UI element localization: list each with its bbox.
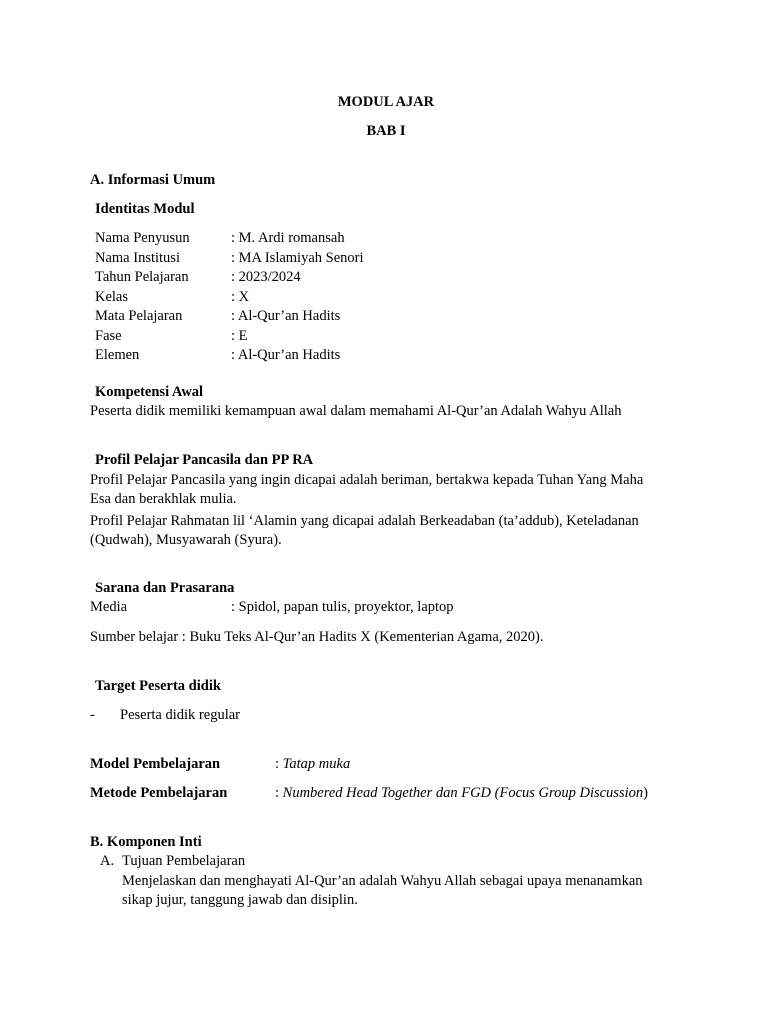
identitas-value: : X [231, 288, 250, 305]
identitas-value: : E [231, 327, 248, 344]
identitas-label: Nama Penyusun [95, 230, 190, 246]
model-colon: : [275, 756, 283, 772]
target-bullet: - [90, 707, 95, 723]
tujuan-marker: A. [100, 853, 115, 869]
identitas-label: Nama Institusi [95, 249, 180, 266]
profil-rahmatan-line2: (Qudwah), Musyawarah (Syura). [90, 532, 282, 548]
metode-close: ) [643, 785, 648, 801]
profil-rahmatan-line1: Profil Pelajar Rahmatan lil ‘Alamin yang dicapai adalah Berkeadaban (ta’addub), Keteladanan [90, 513, 639, 529]
identitas-label: Kelas [95, 288, 129, 305]
identitas-row-mapel [95, 307, 495, 327]
media-value: : Spidol, papan tulis, proyektor, laptop [231, 599, 454, 615]
sarana-heading: Sarana dan Prasarana [95, 580, 235, 596]
identitas-row-penyusun [95, 229, 495, 249]
identitas-row-tahun [95, 268, 495, 288]
tujuan-line1: Menjelaskan dan menghayati Al-Qur’an adalah Wahyu Allah sebagai upaya menanamkan [122, 873, 643, 889]
section-a-heading: A. Informasi Umum [90, 172, 216, 188]
identitas-label: Tahun Pelajaran [95, 269, 189, 285]
identitas-modul-heading: Identitas Modul [95, 201, 195, 217]
document-subtitle: BAB I [366, 123, 406, 139]
identitas-row-institusi [95, 249, 495, 269]
section-b-heading: B. Komponen Inti [90, 834, 202, 850]
kompetensi-awal-text: Peserta didik memiliki kemampuan awal dalam memahami Al-Qur’an Adalah Wahyu Allah [90, 403, 622, 419]
identitas-value: : MA Islamiyah Senori [231, 249, 364, 266]
model-value-row [275, 755, 350, 775]
tujuan-title: Tujuan Pembelajaran [122, 853, 246, 869]
identitas-row-fase [95, 327, 495, 347]
identitas-value: : Al-Qur’an Hadits [231, 347, 341, 363]
identitas-row-elemen [95, 346, 495, 366]
media-label: Media [90, 599, 128, 615]
tujuan-line2: sikap jujur, tanggung jawab dan disiplin. [122, 892, 358, 908]
kompetensi-awal-heading: Kompetensi Awal [95, 384, 204, 400]
identitas-label: Elemen [95, 347, 140, 363]
document-title: MODUL AJAR [337, 94, 435, 110]
model-label: Model Pembelajaran [90, 756, 221, 772]
profil-pancasila-line1: Profil Pelajar Pancasila yang ingin dicapai adalah beriman, bertakwa kepada Tuhan Yang Maha [90, 472, 644, 488]
identitas-value: : Al-Qur’an Hadits [231, 308, 341, 324]
target-item: Peserta didik regular [120, 707, 240, 723]
model-value: Tatap muka [282, 756, 351, 772]
profil-heading: Profil Pelajar Pancasila dan PP RA [95, 452, 314, 468]
identitas-value: : M. Ardi romansah [231, 230, 345, 246]
sumber-belajar: Sumber belajar : Buku Teks Al-Qur’an Hadits X (Kementerian Agama, 2020). [90, 629, 544, 645]
metode-value-row [275, 784, 648, 804]
identitas-label: Mata Pelajaran [95, 308, 183, 324]
target-heading: Target Peserta didik [95, 678, 221, 694]
profil-pancasila-line2: Esa dan berakhlak mulia. [90, 491, 237, 507]
metode-value: Numbered Head Together dan FGD (Focus Group Discussion [282, 785, 644, 801]
metode-colon: : [275, 785, 283, 801]
identitas-row-kelas [95, 288, 495, 308]
metode-label: Metode Pembelajaran [90, 785, 228, 801]
identitas-label: Fase [95, 327, 122, 344]
identitas-value: : 2023/2024 [231, 269, 301, 285]
